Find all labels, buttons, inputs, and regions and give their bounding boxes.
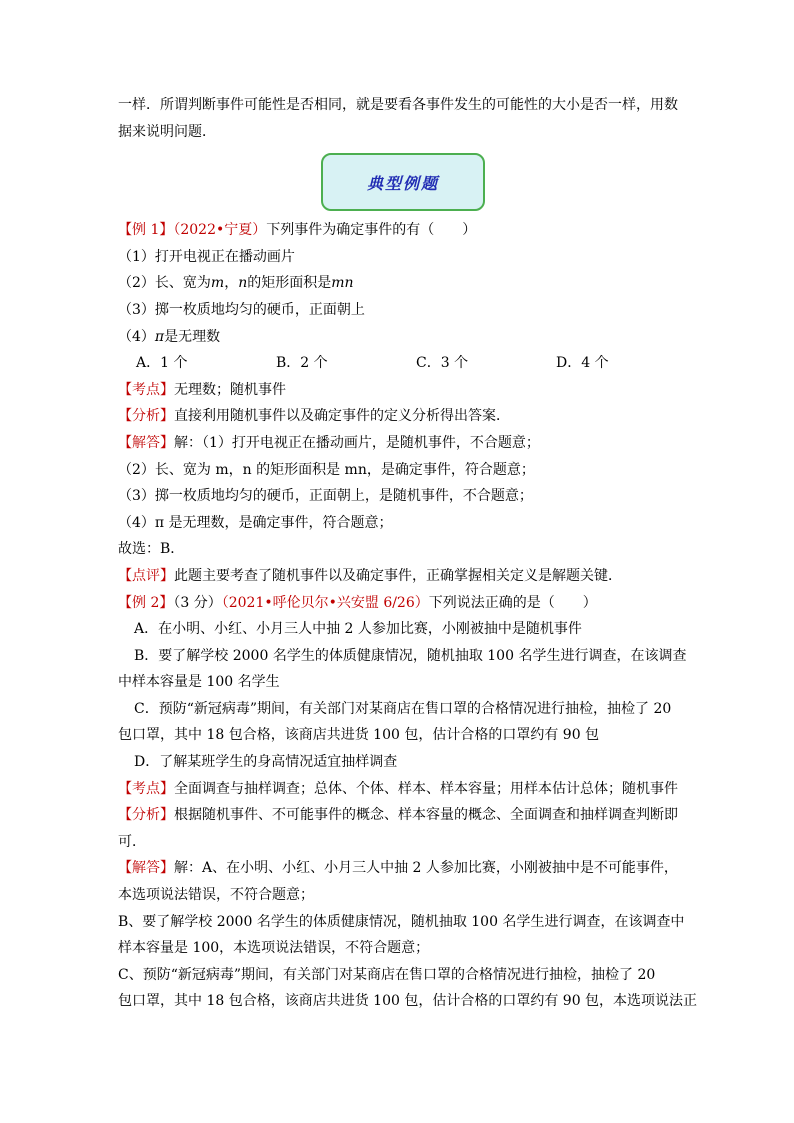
ex1-item-4-tail: 是无理数 bbox=[164, 328, 221, 345]
ex1-item-1: （1）打开电视正在播动画片 bbox=[118, 248, 295, 265]
ex2-jieda-6: 包口罩，其中 18 包合格，该商店共进货 100 包，估计合格的口罩约有 90 包，本选项说法正 bbox=[118, 993, 698, 1010]
ex2-option-a: A．在小明、小红、小月三人中抽 2 人参加比赛，小刚被抽中是随机事件 bbox=[134, 621, 582, 638]
ex2-kaodian bbox=[118, 776, 688, 803]
jieda-tag: 【解答】 bbox=[118, 860, 174, 877]
sep: ， bbox=[224, 275, 239, 292]
ex1-option-b: B．2 个 bbox=[276, 355, 328, 372]
ex1-option-a: A．1 个 bbox=[136, 355, 188, 372]
dianping-tag: 【点评】 bbox=[118, 567, 174, 584]
ex1-item-2-tail: 的矩形面积是 bbox=[247, 275, 332, 292]
jieda-text: 解：A、在小明、小红、小月三人中抽 2 人参加比赛，小刚被抽中是不可能事件， bbox=[174, 860, 678, 877]
kaodian-text: 无理数；随机事件 bbox=[174, 381, 286, 398]
ex1-item-4-head: （4） bbox=[118, 328, 155, 345]
kaodian-text: 全面调查与抽样调查；总体、个体、样本、样本容量；用样本估计总体；随机事件 bbox=[174, 780, 678, 797]
ex2-stem: 下列说法正确的是（ ） bbox=[428, 594, 597, 611]
ex1-jieda-4: （4）π 是无理数，是确定事件，符合题意； bbox=[118, 514, 393, 531]
var-n: n bbox=[238, 275, 248, 292]
ex2-jieda-5: C、预防“新冠病毒”期间，有关部门对某商店在售口罩的合格情况进行抽检，抽检了 20 bbox=[118, 966, 656, 983]
ex1-jieda-1 bbox=[118, 430, 688, 457]
ex2-heading bbox=[118, 590, 688, 617]
ex1-jieda-5: 故选：B． bbox=[118, 541, 185, 558]
jieda-tag: 【解答】 bbox=[118, 434, 174, 451]
intro-line-1: 一样．所谓判断事件可能性是否相同，就是要看各事件发生的可能性的大小是否一样，用数 bbox=[118, 97, 678, 113]
ex2-option-d: D．了解某班学生的身高情况适宜抽样调查 bbox=[134, 754, 398, 771]
ex1-item-3: （3）掷一枚质地均匀的硬币，正面朝上 bbox=[118, 301, 365, 318]
ex1-tag: 【例 1】 bbox=[118, 222, 174, 239]
content-column bbox=[118, 92, 698, 1015]
fenxi-text: 直接利用随机事件以及确定事件的定义分析得出答案． bbox=[174, 408, 510, 425]
var-mn: mn bbox=[331, 275, 354, 292]
ex1-dianping bbox=[118, 563, 688, 590]
var-pi: π bbox=[154, 328, 165, 345]
ex2-option-b-1: B．要了解学校 2000 名学生的体质健康情况，随机抽取 100 名学生进行调查，在该调查 bbox=[134, 647, 687, 664]
jieda-text: 解：（1）打开电视正在播动画片，是随机事件，不合题意； bbox=[174, 434, 540, 451]
ex1-stem: 下列事件为确定事件的有（ ） bbox=[266, 222, 477, 239]
ex2-fenxi-1 bbox=[118, 802, 688, 829]
ex2-source: （2021•呼伦贝尔•兴安盟 6/26） bbox=[221, 594, 429, 611]
kaodian-tag: 【考点】 bbox=[118, 381, 174, 398]
ex1-jieda-3: （3）掷一枚质地均匀的硬币，正面朝上，是随机事件，不合题意； bbox=[118, 488, 533, 505]
ex1-heading bbox=[118, 217, 688, 244]
ex2-jieda-1 bbox=[118, 855, 688, 882]
section-banner bbox=[321, 153, 485, 211]
ex2-option-c-2: 包口罩，其中 18 包合格，该商店共进货 100 包，估计合格的口罩约有 90 包 bbox=[118, 727, 600, 744]
fenxi-tag: 【分析】 bbox=[118, 807, 174, 824]
fenxi-text: 根据随机事件、不可能事件的概念、样本容量的概念、全面调查和抽样调查判断即 bbox=[174, 807, 678, 824]
banner-wrap bbox=[118, 153, 688, 211]
ex1-option-c: C．3 个 bbox=[416, 355, 469, 372]
ex2-jieda-2: 本选项说法错误，不符合题意； bbox=[118, 887, 314, 904]
ex1-jieda-2: （2）长、宽为 m，n 的矩形面积是 mn，是确定事件，符合题意； bbox=[118, 461, 535, 478]
ex1-fenxi bbox=[118, 403, 688, 430]
kaodian-tag: 【考点】 bbox=[118, 780, 174, 797]
ex1-kaodian bbox=[118, 377, 688, 404]
ex2-jieda-3: B、要了解学校 2000 名学生的体质健康情况，随机抽取 100 名学生进行调查，在该调查中 bbox=[118, 913, 685, 930]
intro-line-2: 据来说明问题． bbox=[118, 123, 216, 140]
var-m: m bbox=[210, 275, 225, 292]
ex2-option-c-1: C．预防“新冠病毒”期间，有关部门对某商店在售口罩的合格情况进行抽检，抽检了 20 bbox=[134, 700, 672, 717]
ex2-score: （3 分） bbox=[173, 594, 222, 611]
ex1-item-4 bbox=[118, 324, 688, 351]
fenxi-tag: 【分析】 bbox=[118, 408, 174, 425]
ex2-fenxi-2: 可． bbox=[118, 833, 146, 850]
ex1-item-2-head: （2）长、宽为 bbox=[118, 275, 211, 292]
banner-title: 典型例题 bbox=[366, 173, 439, 193]
ex1-options bbox=[118, 350, 688, 377]
ex2-jieda-4: 样本容量是 100，本选项说法错误，不符合题意； bbox=[118, 940, 430, 957]
ex1-option-d: D．4 个 bbox=[556, 355, 609, 372]
dianping-text: 此题主要考查了随机事件以及确定事件，正确掌握相关定义是解题关键． bbox=[174, 567, 622, 584]
ex2-option-b-2: 中样本容量是 100 名学生 bbox=[118, 674, 280, 691]
ex1-item-2 bbox=[118, 270, 688, 297]
ex2-tag: 【例 2】 bbox=[118, 594, 174, 611]
ex1-source: （2022•宁夏） bbox=[173, 222, 267, 239]
